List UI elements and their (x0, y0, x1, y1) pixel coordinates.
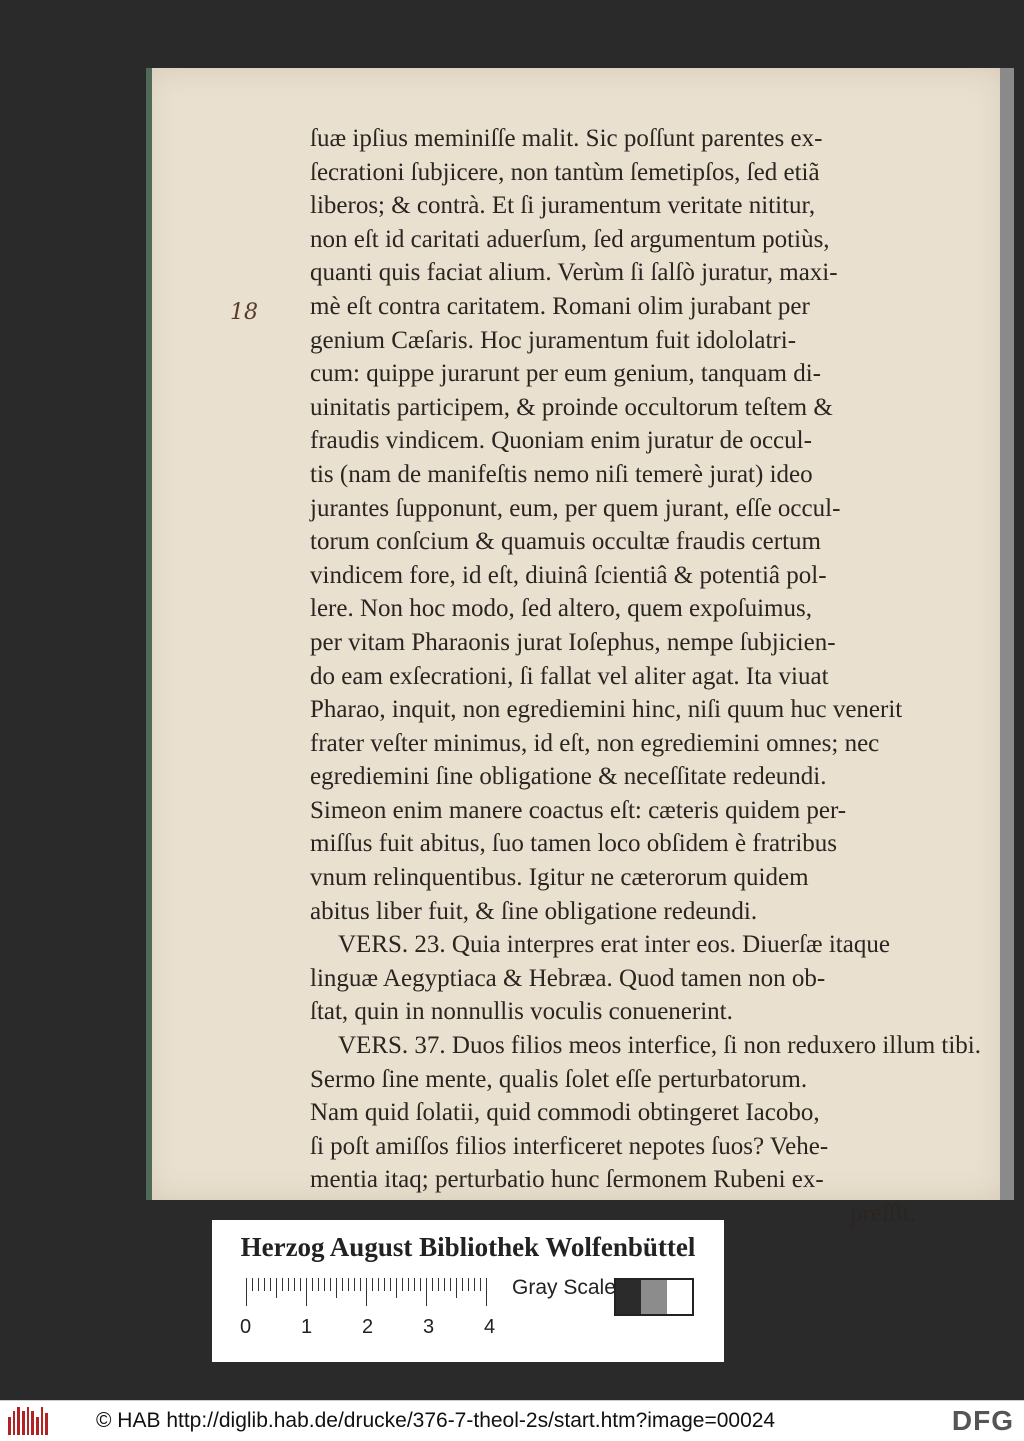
ruler-tick (396, 1278, 397, 1298)
text-line: miſſus fuit abitus, ſuo tamen loco obſidem è fratribus (310, 830, 837, 858)
text-line: mentia itaq; perturbatio hunc ſermonem Rubeni ex- (310, 1166, 824, 1194)
logo-bar (41, 1407, 44, 1435)
ruler-tick (330, 1278, 331, 1291)
page-text (310, 122, 981, 1231)
ruler-tick (276, 1278, 277, 1298)
ruler-tick (306, 1278, 307, 1306)
ruler-tick (336, 1278, 337, 1298)
ruler-tick (318, 1278, 319, 1291)
text-line: do eam exſecrationi, ſi fallat vel aliter agat. Ita viuat (310, 662, 829, 690)
ruler-number: 1 (301, 1316, 313, 1338)
text-line: tis (nam de manifeſtis nemo niſi temerè jurat) ideo (310, 460, 813, 488)
text-line: Pharao, inquit, non egrediemini hinc, niſi quum huc venerit (310, 696, 903, 724)
ruler-tick (300, 1278, 301, 1291)
footer-credit-link[interactable]: © HAB http://diglib.hab.de/drucke/376-7-theol-2s/start.htm?image=00024 (96, 1409, 776, 1432)
margin-note: 18 (230, 300, 258, 325)
logo-bar (27, 1407, 30, 1435)
ruler-tick (450, 1278, 451, 1291)
ruler-tick (480, 1278, 481, 1291)
text-line: ſi poſt amiſſos filios interficeret nepotes ſuos? Vehe- (310, 1132, 829, 1160)
ruler-tick (444, 1278, 445, 1291)
ruler-tick (246, 1278, 247, 1306)
ruler-number: 0 (240, 1316, 252, 1338)
text-line: fraudis vindicem. Quoniam enim juratur de occul- (310, 427, 812, 455)
logo-bar (45, 1413, 48, 1435)
library-color-card (212, 1220, 724, 1362)
logo-bar (17, 1407, 20, 1435)
binding-edge (146, 68, 152, 1200)
text-line: jurantes ſupponunt, eum, per quem jurant, eſſe occul- (310, 494, 841, 522)
text-line: torum conſcium & quamuis occultæ fraudis certum (310, 528, 821, 556)
ruler-tick (282, 1278, 283, 1291)
ruler-tick (456, 1278, 457, 1298)
text-line: ſtat, quin in nonnullis voculis conuenerint. (310, 998, 733, 1026)
gray-swatch (667, 1280, 692, 1314)
ruler-number: 3 (423, 1316, 435, 1338)
ruler-tick (474, 1278, 475, 1291)
logo-bar (36, 1417, 39, 1435)
text-line: vindicem fore, id eſt, diuinâ ſcientiâ & potentiâ pol- (310, 561, 827, 589)
text-line: lere. Non hoc modo, ſed altero, quem expoſuimus, (310, 595, 812, 623)
text-line: ſecrationi ſubjicere, non tantùm ſemetipſos, ſed etiã (310, 158, 820, 186)
ruler-tick (426, 1278, 427, 1306)
ruler-tick (432, 1278, 433, 1291)
text-line: non eſt id caritati aduerſum, ſed argumentum potiùs, (310, 225, 830, 253)
text-line: frater veſter minimus, id eſt, non egrediemini omnes; nec (310, 729, 880, 757)
ruler-numbers (238, 1316, 508, 1340)
ruler-tick (366, 1278, 367, 1306)
footer-bar (0, 1400, 1024, 1441)
ruler-tick (384, 1278, 385, 1291)
ruler-number: 2 (362, 1316, 374, 1338)
ruler-tick (408, 1278, 409, 1291)
ruler-tick (438, 1278, 439, 1291)
ruler-number: 4 (484, 1316, 496, 1338)
text-line: cum: quippe jurarunt per eum genium, tanquam di- (310, 360, 821, 388)
ruler-tick (378, 1278, 379, 1291)
ruler-tick (390, 1278, 391, 1291)
text-line: linguæ Aegyptiaca & Hebræa. Quod tamen non ob- (310, 964, 826, 992)
ruler-tick (486, 1278, 487, 1306)
scale-ruler (246, 1278, 492, 1306)
ruler-tick (288, 1278, 289, 1291)
ruler-tick (420, 1278, 421, 1291)
text-line: per vitam Pharaonis jurat Ioſephus, nempe ſubjicien- (310, 628, 836, 656)
ruler-tick (252, 1278, 253, 1291)
ruler-tick (414, 1278, 415, 1291)
logo-bar (8, 1417, 11, 1435)
text-line: mè eſt contra caritatem. Romani olim jurabant per (310, 292, 810, 320)
text-line: Nam quid ſolatii, quid commodi obtingeret Iacobo, (310, 1099, 820, 1127)
ruler-tick (402, 1278, 403, 1291)
page-right-edge (1000, 68, 1014, 1200)
ruler-tick (294, 1278, 295, 1291)
hab-logo-icon[interactable] (8, 1407, 48, 1435)
text-line: ſuæ ipſius meminiſſe malit. Sic poſſunt parentes ex- (310, 125, 823, 152)
logo-bar (31, 1411, 34, 1435)
logo-bar (22, 1411, 25, 1435)
ruler-tick (348, 1278, 349, 1291)
ruler-tick (342, 1278, 343, 1291)
text-line: VERS. 23. Quia interpres erat inter eos. Diuerſæ itaque (338, 931, 890, 959)
text-line: liberos; & contrà. Et ſi juramentum veritate nititur, (310, 192, 816, 220)
text-line: Sermo ſine mente, qualis ſolet eſſe perturbatorum. (310, 1065, 808, 1093)
text-line: quanti quis faciat alium. Verùm ſi ſalſò juratur, maxi- (310, 259, 838, 287)
logo-bar (13, 1411, 16, 1435)
gray-swatch (616, 1280, 641, 1314)
ruler-tick (264, 1278, 265, 1291)
text-line: uinitatis participem, & proinde occultorum teſtem & (310, 393, 833, 421)
gray-scale-label: Gray Scale (512, 1276, 616, 1299)
ruler-tick (324, 1278, 325, 1291)
dfg-logo[interactable]: DFG (951, 1405, 1014, 1436)
gray-scale-swatches (614, 1278, 694, 1316)
ruler-tick (372, 1278, 373, 1291)
gray-swatch (641, 1280, 666, 1314)
ruler-tick (468, 1278, 469, 1291)
ruler-tick (270, 1278, 271, 1291)
ruler-tick (312, 1278, 313, 1291)
text-line: abitus liber fuit, & ſine obligatione redeundi. (310, 897, 758, 925)
text-line: VERS. 37. Duos filios meos interfice, ſi non reduxero illum tibi. (338, 1032, 981, 1060)
text-line: egrediemini ſine obligatione & neceſſitate redeundi. (310, 763, 827, 791)
ruler-tick (258, 1278, 259, 1291)
text-line: Simeon enim manere coactus eſt: cæteris quidem per- (310, 796, 847, 824)
text-line: vnum relinquentibus. Igitur ne cæterorum quidem (310, 864, 809, 892)
ruler-tick (462, 1278, 463, 1291)
ruler-tick (360, 1278, 361, 1291)
ruler-tick (354, 1278, 355, 1291)
library-name: Herzog August Bibliothek Wolfenbüttel (240, 1232, 696, 1262)
text-line: preſſit. (850, 1200, 916, 1227)
text-line: genium Cæſaris. Hoc juramentum fuit idololatri- (310, 326, 797, 354)
